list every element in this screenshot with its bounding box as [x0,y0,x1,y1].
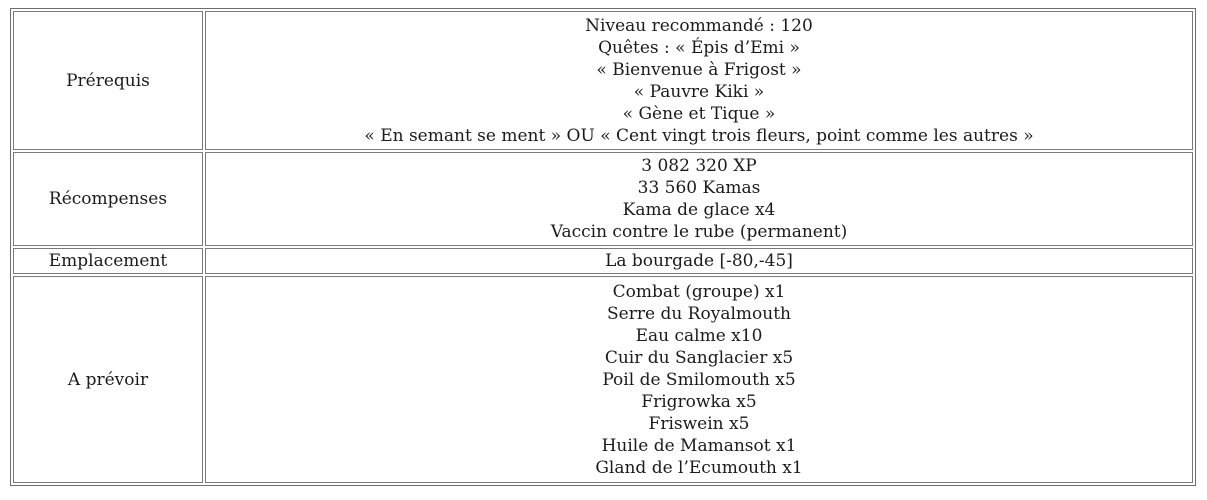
cell-line: 33 560 Kamas [637,178,761,198]
quest-info-table [10,8,1196,486]
cell-line: La bourgade [-80,-45] [605,251,793,271]
cell-line: Eau calme x10 [635,325,763,346]
row-header-cell: Prérequis [13,11,203,150]
cell-line: Kama de glace x4 [622,200,776,220]
row-header-cell: A prévoir [13,276,203,483]
cell-line: Cuir du Sanglacier x5 [604,347,794,368]
cell-line: « Pauvre Kiki » [633,81,765,102]
row-content-cell [205,248,1193,274]
cell-line: Poil de Smilomouth x5 [602,369,796,390]
cell-line: Vaccin contre le rube (permanent) [550,222,848,242]
cell-line: Quêtes : « Épis d’Emi » [598,37,800,58]
row-content-cell [205,11,1193,150]
cell-line: Serre du Royalmouth [607,303,791,324]
cell-line: 3 082 320 XP [641,156,757,176]
cell-line: Friswein x5 [648,413,750,434]
quest-info-table-body [13,11,1193,483]
cell-line: Combat (groupe) x1 [612,281,786,302]
cell-line: Frigrowka x5 [641,391,757,412]
row-header-cell: Récompenses [13,152,203,246]
table-row [13,11,1193,150]
cell-line: « Gène et Tique » [622,103,776,124]
table-row [13,152,1193,246]
row-header-cell: Emplacement [13,248,203,274]
row-content-cell [205,152,1193,246]
cell-line: « En semant se ment » OU « Cent vingt trois fleurs, point comme les autres » [364,125,1034,146]
table-row [13,248,1193,274]
table-row [13,276,1193,483]
cell-line: Niveau recommandé : 120 [585,15,813,36]
row-content-cell [205,276,1193,483]
cell-line: Huile de Mamansot x1 [601,435,797,456]
cell-line: « Bienvenue à Frigost » [596,59,802,80]
cell-line: Gland de l’Ecumouth x1 [595,457,803,478]
